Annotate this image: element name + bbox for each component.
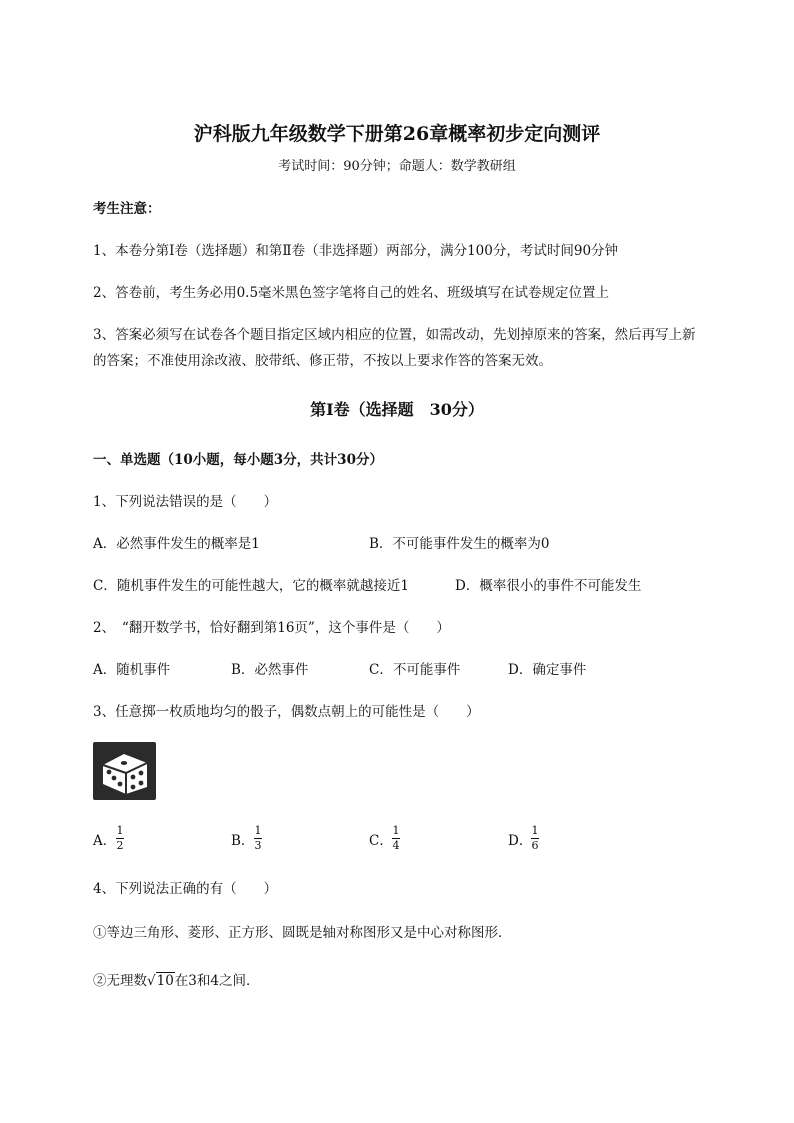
option-c: C．随机事件发生的可能性越大，它的概率就越接近1 <box>93 578 409 594</box>
fraction-denominator: 4 <box>392 839 400 852</box>
fraction-numerator: 1 <box>531 824 539 837</box>
option-d: D．概率很小的事件不可能发生 <box>455 578 642 594</box>
section-title: 第I卷（选择题 30分） <box>310 400 484 419</box>
statement-2 <box>93 972 259 990</box>
question-stem: 3、任意掷一枚质地均匀的骰子，偶数点朝上的可能性是（ ） <box>93 704 480 720</box>
option-b-label: B． <box>231 833 255 849</box>
fraction-numerator: 1 <box>254 824 262 837</box>
notice-item: 的答案；不准使用涂改液、胶带纸、修正带，不按以上要求作答的答案无效。 <box>93 353 552 369</box>
fraction-denominator: 6 <box>531 839 539 852</box>
statement-2-prefix: ②无理数 <box>93 973 147 989</box>
page-subtitle: 考试时间：90分钟；命题人：数学教研组 <box>278 159 516 174</box>
fraction-d <box>531 825 539 852</box>
fraction-numerator: 1 <box>116 824 124 837</box>
question-stem: 4、下列说法正确的有（ ） <box>93 881 278 897</box>
statement-2-suffix: 在3和4之间． <box>174 973 260 989</box>
dice-icon <box>93 742 156 800</box>
statement-1: ①等边三角形、菱形、正方形、圆既是轴对称图形又是中心对称图形． <box>93 925 512 941</box>
fraction-denominator: 2 <box>116 839 124 852</box>
option-b: B．必然事件 <box>231 662 309 678</box>
question-stem: 1、下列说法错误的是（ ） <box>93 494 278 510</box>
option-c-label: C． <box>369 833 393 849</box>
notice-item: 3、答案必须写在试卷各个题目指定区域内相应的位置，如需改动，先划掉原来的答案，然后再写上新 <box>93 327 696 343</box>
page-title: 沪科版九年级数学下册第26章概率初步定向测评 <box>193 123 601 145</box>
option-c: C．不可能事件 <box>369 662 461 678</box>
option-d-label: D． <box>508 833 533 849</box>
notice-item: 1、本卷分第I卷（选择题）和第Ⅱ卷（非选择题）两部分，满分100分，考试时间90分钟 <box>93 243 619 259</box>
question-stem: 2、 “翻开数学书，恰好翻到第16页”，这个事件是（ ） <box>93 620 450 636</box>
part-heading: 一、单选题（10小题，每小题3分，共计30分） <box>93 452 383 468</box>
fraction-denominator: 3 <box>254 839 262 852</box>
option-a: A．随机事件 <box>93 662 171 678</box>
fraction-c <box>392 825 400 852</box>
option-d: D．确定事件 <box>508 662 587 678</box>
fraction-b <box>254 825 262 852</box>
notice-heading: 考生注意： <box>93 201 161 217</box>
option-a: A．必然事件发生的概率是1 <box>93 536 260 552</box>
notice-item: 2、答卷前，考生务必用0.5毫米黑色签字笔将自己的姓名、班级填写在试卷规定位置上 <box>93 285 610 301</box>
radicand: 10 <box>156 973 174 989</box>
option-a-label: A． <box>93 833 117 849</box>
fraction-a <box>116 825 124 852</box>
fraction-numerator: 1 <box>392 824 400 837</box>
option-b: B．不可能事件发生的概率为0 <box>369 536 550 552</box>
square-root: √10 <box>147 973 174 989</box>
